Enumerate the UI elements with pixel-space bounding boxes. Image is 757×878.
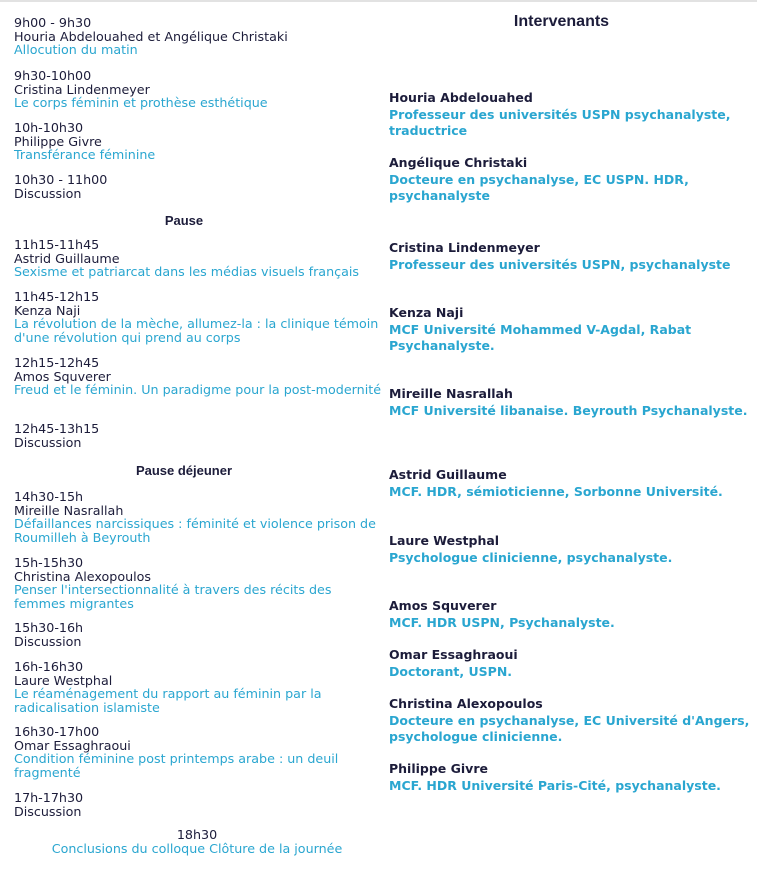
speaker-name: Cristina Lindenmeyer (389, 240, 540, 255)
slot-time: 10h-10h30 (14, 120, 84, 135)
speakers-heading: Intervenants (513, 13, 610, 30)
slot-speaker: Kenza Naji (14, 302, 81, 318)
top-divider (0, 0, 757, 2)
schedule-slot (14, 621, 384, 648)
speaker-role: MCF Université Mohammed V-Agdal, Rabat Psychanalyste. (389, 321, 692, 353)
slot-speaker: Discussion (14, 633, 82, 649)
schedule-slot (14, 725, 384, 779)
slot-speaker: Amos Squverer (14, 368, 111, 384)
speaker-entry (389, 90, 755, 140)
slot-time: 16h-16h30 (14, 659, 84, 674)
speaker-entry (389, 467, 755, 500)
speaker-name: Angélique Christaki (389, 155, 528, 170)
speaker-role: MCF Université libanaise. Beyrouth Psychanalyste. (389, 402, 748, 418)
slot-talk-title: Penser l'intersectionnalité à travers des récits des femmes migrantes (14, 582, 332, 611)
closing-slot (14, 828, 380, 856)
slot-time: 16h30-17h00 (14, 724, 100, 739)
speaker-role: Psychologue clinicienne, psychanalyste. (389, 549, 673, 565)
slot-speaker: Laure Westphal (14, 672, 113, 688)
schedule-slot (14, 16, 384, 57)
closing-title: Conclusions du colloque Clôture de la journée (51, 841, 343, 856)
schedule-slot (14, 173, 384, 200)
schedule-slot (14, 490, 384, 544)
schedule-slot (14, 290, 384, 344)
speaker-name: Astrid Guillaume (389, 467, 507, 482)
speaker-name: Kenza Naji (389, 305, 464, 320)
slot-time: 12h15-12h45 (14, 355, 100, 370)
speaker-entry (389, 155, 755, 205)
speaker-role: MCF. HDR USPN, Psychanalyste. (389, 614, 615, 630)
speaker-role: Docteure en psychanalyse, EC Université d'Angers, psychologue clinicienne. (389, 712, 750, 744)
speaker-name: Christina Alexopoulos (389, 696, 543, 711)
schedule-slot (14, 791, 384, 818)
slot-speaker: Mireille Nasrallah (14, 502, 124, 518)
closing-time: 18h30 (176, 827, 218, 842)
pause-label: Pause (164, 213, 204, 228)
slot-time: 11h15-11h45 (14, 237, 100, 252)
speaker-role: Docteure en psychanalyse, EC USPN. HDR, psychanalyste (389, 171, 689, 203)
speaker-entry (389, 533, 755, 566)
schedule-slot (14, 69, 384, 110)
slot-speaker: Cristina Lindenmeyer (14, 81, 150, 97)
pause-label: Pause déjeuner (135, 463, 233, 478)
schedule-slot (14, 660, 384, 714)
speaker-name: Philippe Givre (389, 761, 488, 776)
slot-talk-title: La révolution de la mèche, allumez-la : la clinique témoin d'une révolution qui prend au corps (14, 316, 379, 345)
slot-speaker: Discussion (14, 803, 82, 819)
schedule-slot (14, 422, 384, 449)
schedule-slot (14, 356, 384, 397)
slot-talk-title: Condition féminine post printemps arabe : un deuil fragmenté (14, 751, 339, 780)
slot-speaker: Houria Abdelouahed et Angélique Christaki (14, 28, 288, 44)
speaker-entry (389, 761, 755, 794)
slot-talk-title: Allocution du matin (14, 42, 138, 57)
slot-time: 15h-15h30 (14, 555, 84, 570)
slot-talk-title: Freud et le féminin. Un paradigme pour la post-modernité (14, 382, 382, 397)
slot-time: 12h45-13h15 (14, 421, 100, 436)
speaker-entry (389, 696, 755, 746)
slot-time: 9h00 - 9h30 (14, 15, 92, 30)
speaker-entry (389, 598, 755, 631)
speaker-role: Doctorant, USPN. (389, 663, 513, 679)
schedule-slot (14, 238, 384, 279)
slot-time: 11h45-12h15 (14, 289, 100, 304)
slot-talk-title: Sexisme et patriarcat dans les médias visuels français (14, 264, 359, 279)
speaker-entry (389, 305, 755, 355)
speaker-name: Amos Squverer (389, 598, 497, 613)
speaker-role: Professeur des universités USPN, psychanalyste (389, 256, 731, 272)
speaker-entry (389, 647, 755, 680)
slot-talk-title: Le corps féminin et prothèse esthétique (14, 95, 268, 110)
speaker-role: MCF. HDR Université Paris-Cité, psychanalyste. (389, 777, 721, 793)
slot-talk-title: Le réaménagement du rapport au féminin par la radicalisation islamiste (14, 686, 322, 715)
slot-talk-title: Transférance féminine (14, 147, 156, 162)
slot-speaker: Astrid Guillaume (14, 250, 120, 266)
slot-speaker: Philippe Givre (14, 133, 102, 149)
slot-time: 9h30-10h00 (14, 68, 92, 83)
slot-speaker: Omar Essaghraoui (14, 737, 131, 753)
slot-speaker: Discussion (14, 434, 82, 450)
speaker-name: Mireille Nasrallah (389, 386, 513, 401)
schedule-slot (14, 121, 384, 162)
schedule-slot (14, 556, 384, 610)
slot-time: 17h-17h30 (14, 790, 84, 805)
slot-time: 14h30-15h (14, 489, 84, 504)
speaker-role: MCF. HDR, sémioticienne, Sorbonne Université. (389, 483, 723, 499)
slot-time: 10h30 - 11h00 (14, 172, 108, 187)
slot-speaker: Discussion (14, 185, 82, 201)
speaker-name: Laure Westphal (389, 533, 500, 548)
slot-talk-title: Défaillances narcissiques : féminité et violence prison de Roumilleh à Beyrouth (14, 516, 376, 545)
slot-time: 15h30-16h (14, 620, 84, 635)
slot-speaker: Christina Alexopoulos (14, 568, 152, 584)
speaker-role: Professeur des universités USPN psychanalyste, traductrice (389, 106, 731, 138)
speaker-name: Omar Essaghraoui (389, 647, 518, 662)
speaker-entry (389, 386, 755, 419)
speaker-name: Houria Abdelouahed (389, 90, 533, 105)
speaker-entry (389, 240, 755, 273)
